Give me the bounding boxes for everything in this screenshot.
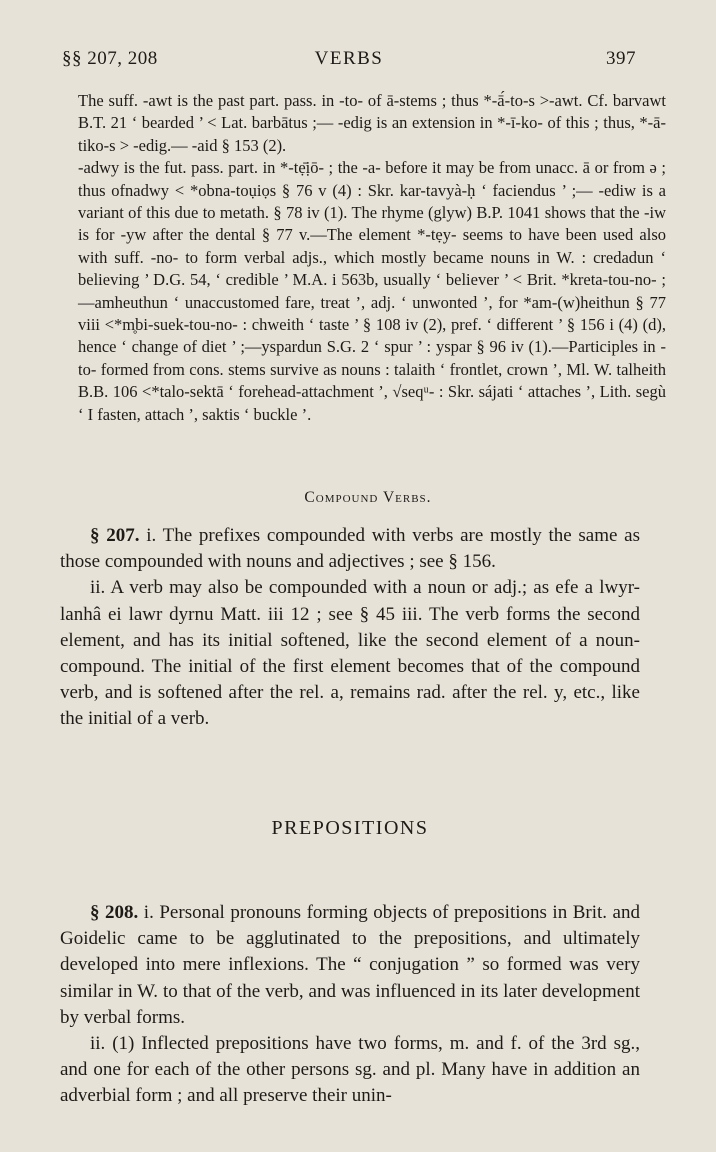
note-paragraph: -adwy is the fut. pass. part. in *-tẹ̄ịō- ; the -a- before it may be from unacc. ā or from ə ; thus ofnadwy < *obna-toụiọs § 76 v (4) : Skr. kar-tavyà-ḥ ‘ faciendus ’ ;— -ediw is a variant of this due to metath. § 78 iv (1). The rhyme (glyw) B.P. 1041 shows that the -iw is for -yw after the dental § 77 v.—The element *-tẹy- seems to have been used also with suff. -no- to form verbal adjs., which mostly became nouns in W. : credadun ‘ believing ’ D.G. 54, ‘ credible ’ M.A. i 563b, usually ‘ believer ’ < Brit. *kreta-tou-no- ;—amheuthun ‘ unaccustomed fare, treat ’, adj. ‘ unwonted ’, for *am-(w)heithun § 77 viii <*m̥bi-suek-tou-no- : chweith ‘ taste ’ § 108 iv (2), pref. ‘ different ’ § 156 i (4) (d), hence ‘ change of diet ’ ;—yspardun S.G. 2 ‘ spur ’ : yspar § 96 iv (1).—Participles in -to- formed from cons. stems survive as nouns : talaith ‘ frontlet, crown ’, Ml. W. talheith B.B. 106 <*talo-sektā ‘ forehead-attachment ’, √seqᵘ- : Skr. sájati ‘ attaches ’, Lith. segù ‘ I fasten, attach ’, saktis ‘ buckle ’. [78,158,666,424]
section-208-para-1 [60,900,640,1031]
section-208 [60,900,640,1110]
section-text: i. The prefixes compounded with verbs are mostly the same as those compounded with nouns and adjectives ; see § 156. [60,525,641,573]
prepositions-heading: PREPOSITIONS [271,817,429,839]
header-title: VERBS [314,48,384,69]
section-text: i. Personal pronouns forming objects of prepositions in Brit. and Goidelic came to be agglutinated to the prepositions, and ultimately developed into mere inflexions. The “ conjugation ” so formed was very similar in W. to that of the verb, and was influenced in its later development by verbal forms. [60,902,640,1028]
section-number: § 208. [90,902,139,923]
section-207 [60,523,640,733]
header-section-numbers: §§ 207, 208 [62,48,158,69]
section-number: § 207. [90,525,140,546]
footnote-block [78,90,666,426]
section-207-para-1 [60,523,640,575]
compound-verbs-heading: Compound Verbs. [304,489,432,506]
page-number: 397 [606,48,636,69]
section-208-para-2: ii. (1) Inflected prepositions have two forms, m. and f. of the 3rd sg., and one for each of the other persons sg. and pl. Many have in addition an adverbial form ; and all preserve their unin- [60,1033,640,1107]
running-header [62,48,636,76]
section-207-para-2: ii. A verb may also be compounded with a noun or adj.; as efe a lwyr-lanhâ ei lawr dyrnu Matt. iii 12 ; see § 45 iii. The verb forms the second element, and has its initial softened, like the second element of a noun-compound. The initial of the first element becomes that of the compound verb, and is softened after the rel. a, remains rad. after the rel. y, etc., like the initial of a verb. [60,577,640,730]
note-paragraph: The suff. -awt is the past part. pass. in -to- of ā-stems ; thus *-ā́-to-s >-awt. Cf. barvawt B.T. 21 ‘ bearded ’ < Lat. barbātus ;— -edig is an extension in *-ī-ko- of this ; thus, *-ā-tiko-s > -edig.— -aid § 153 (2). [78,91,666,155]
